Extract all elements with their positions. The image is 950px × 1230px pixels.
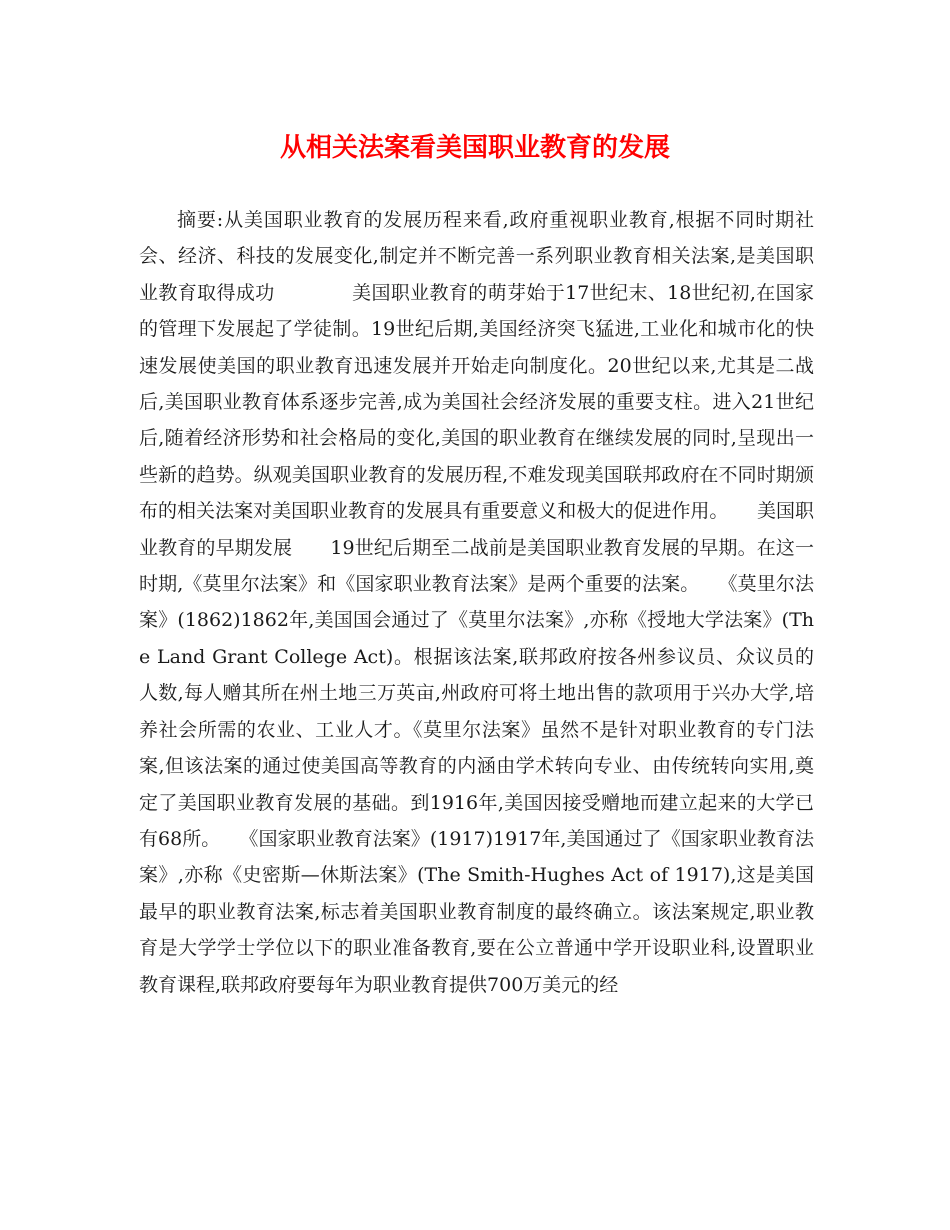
document-title: 从相关法案看美国职业教育的发展 <box>279 133 670 163</box>
document-body: 摘要:从美国职业教育的发展历程来看,政府重视职业教育,根据不同时期社会、经济、科技的发展变化,制定并不断完善一系列职业教育相关法案,是美国职业教育取得成功 美国职业教育的萌芽始于17世纪末、18世纪初,在国家的管理下发展起了学徒制。19世纪后期,美国经济突飞猛进,工业化和城市化的快速发展使美国的职业教育迅速发展并开始走向制度化。20世纪以来,尤其是二战后,美国职业教育体系逐步完善,成为美国社会经济发展的重要支柱。进入21世纪后,随着经济形势和社会格局的变化,美国的职业教育在继续发展的同时,呈现出一些新的趋势。纵观美国职业教育的发展历程,不难发现美国联邦政府在不同时期颁布的相关法案对美国职业教育的发展具有重要意义和极大的促进作用。 美国职业教育的早期发展 19世纪后期至二战前是美国职业教育发展的早期。在这一时期,《莫里尔法案》和《国家职业教育法案》是两个重要的法案。 《莫里尔法案》(1862)1862年,美国国会通过了《莫里尔法案》,亦称《授地大学法案》(The Land Grant College Act)。根据该法案,联邦政府按各州参议员、众议员的人数,每人赠其所在州土地三万英亩,州政府可将土地出售的款项用于兴办大学,培养社会所需的农业、工业人才。《莫里尔法案》虽然不是针对职业教育的专门法案,但该法案的通过使美国高等教育的内涵由学术转向专业、由传统转向实用,奠定了美国职业教育发展的基础。到1916年,美国因接受赠地而建立起来的大学已有68所。 《国家职业教育法案》(1917)1917年,美国通过了《国家职业教育法案》,亦称《史密斯—休斯法案》(The Smith-Hughes Act of 1917),这是美国最早的职业教育法案,标志着美国职业教育制度的最终确立。该法案规定,职业教育是大学学士学位以下的职业准备教育,要在公立普通中学开设职业科,设置职业教育课程,联邦政府要每年为职业教育提供700万美元的经 <box>139 209 814 996</box>
